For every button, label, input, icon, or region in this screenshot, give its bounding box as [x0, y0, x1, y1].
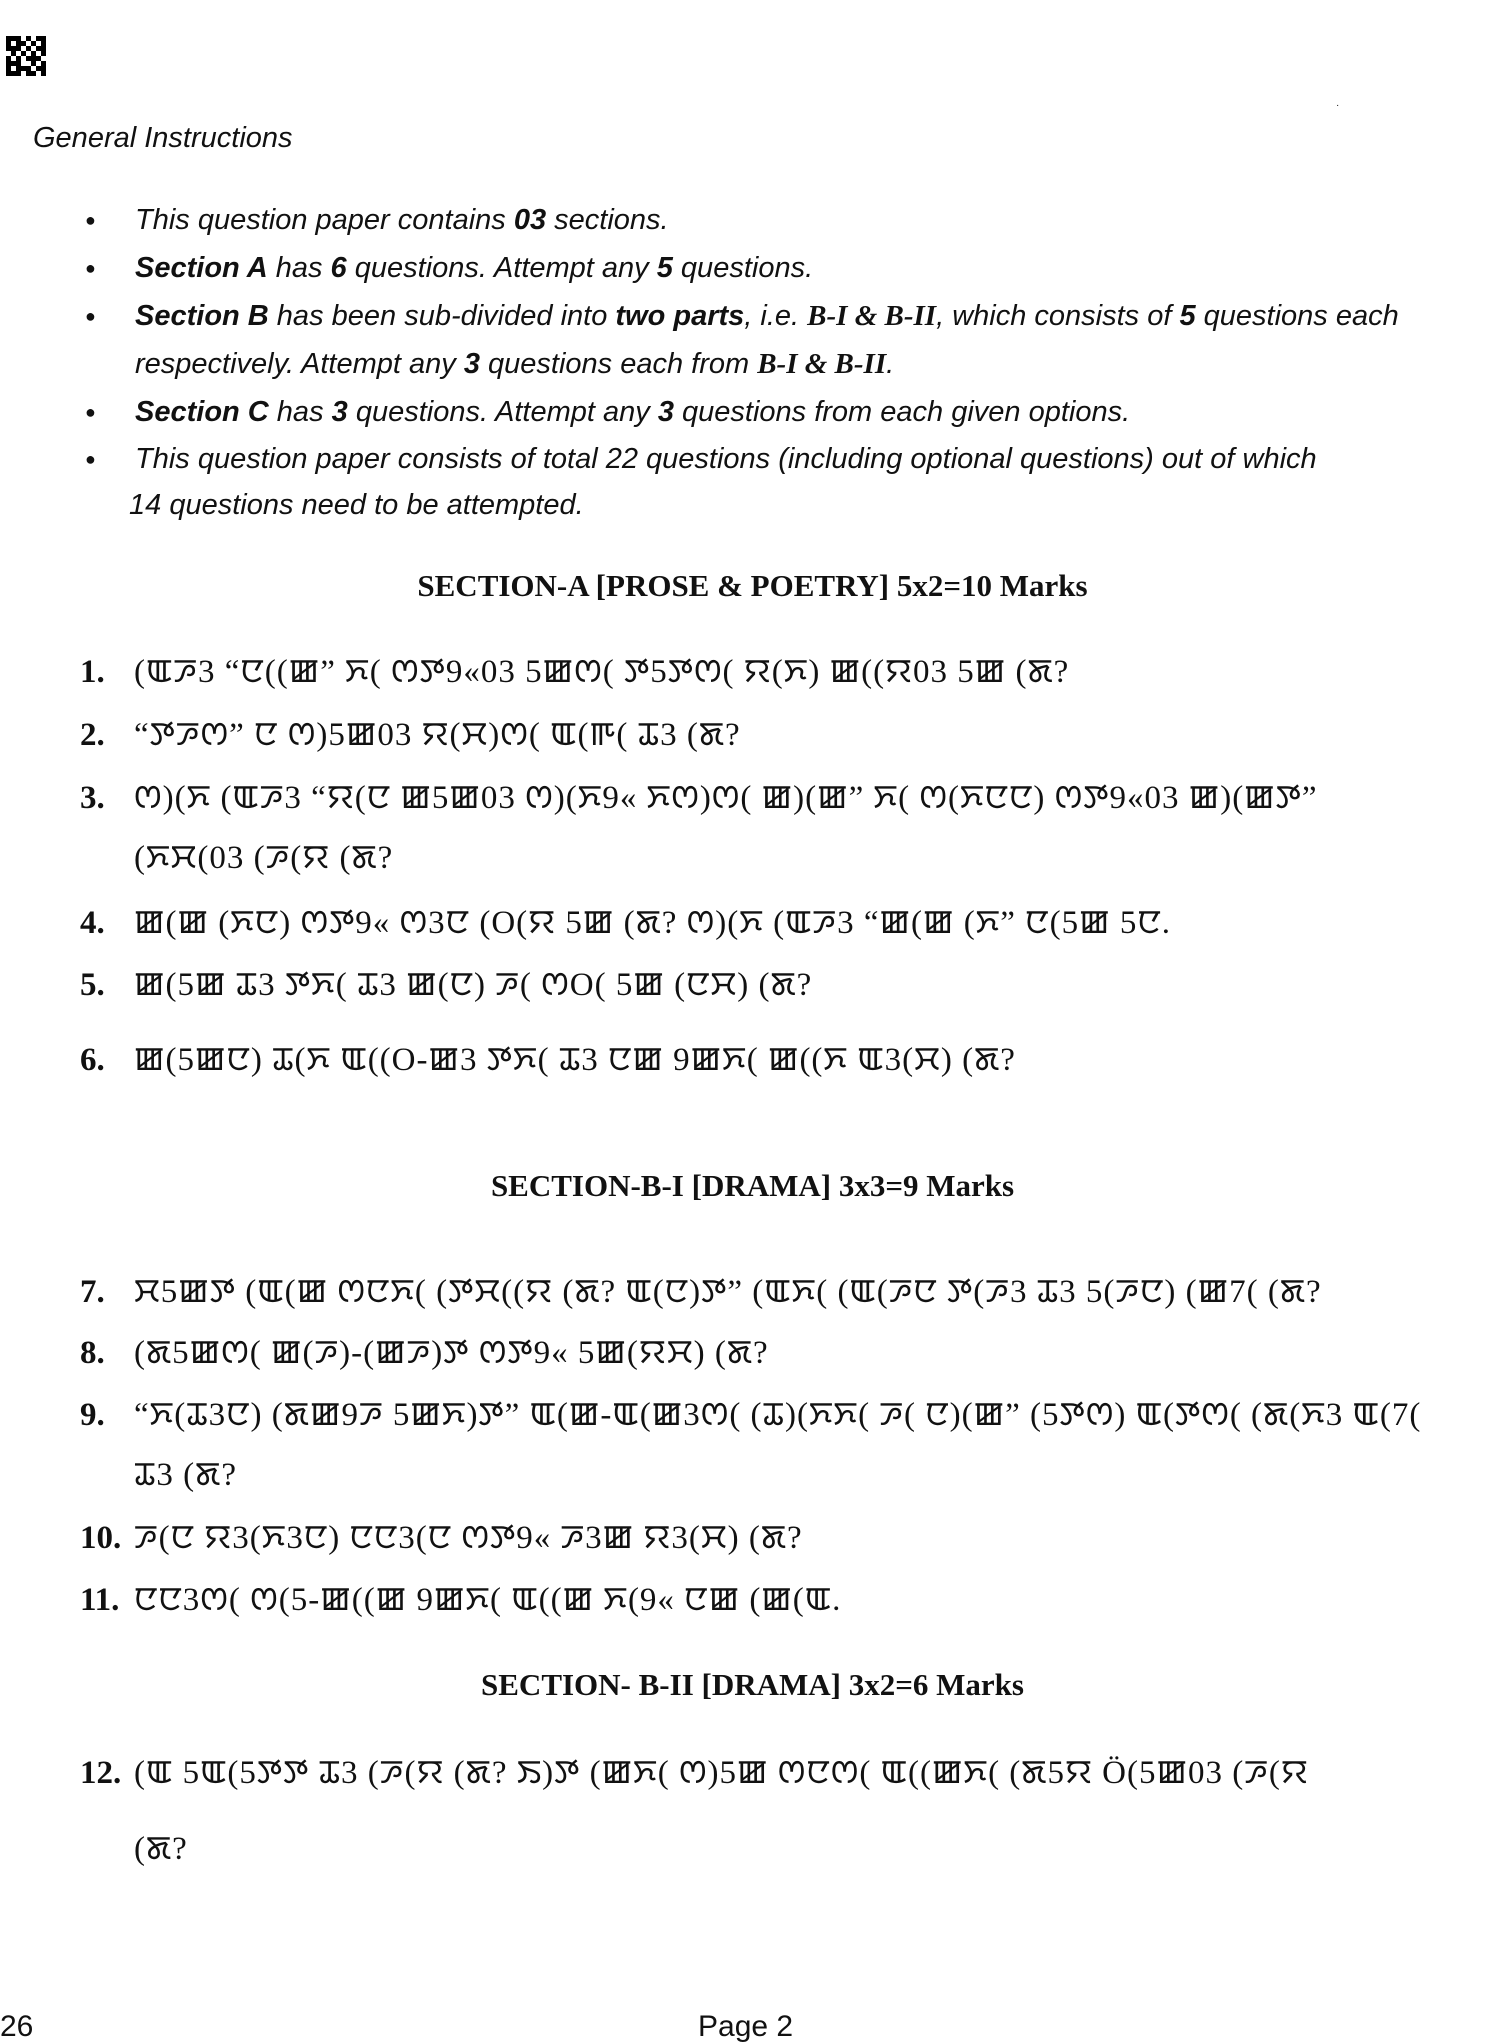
question-1: 1. (ꯑꯍ3 “ꯅ((ꯀ” ꯈ( ꯁꯇ9«03 5ꯀꯁ( ꯇ5ꯇꯁ( ꯌ(ꯈ) ꯀ((ꯌ03 5ꯀ (ꯗ? — [80, 654, 1070, 690]
general-instructions-heading: General Instructions — [33, 122, 293, 154]
instruction-item: ● Section C has 3 questions. Attempt any 3 questions from each given options. — [85, 388, 1485, 436]
question-12: 12. (ꯑ 5ꯑ(5ꯇꯇ ꯊ3 (ꯍ(ꯌ (ꯗ? ꯏ)ꯇ (ꯀꯈ( ꯁ)5ꯀ ꯁꯅꯁ( ꯑ((ꯀꯈ( (ꯗ5ꯌ Ö(5ꯀ03 (ꯍ(ꯌ (ꯗ? — [80, 1755, 1309, 1867]
section-a-title: SECTION-A [PROSE & POETRY] 5x2=10 Marks — [417, 568, 1088, 603]
qr-code — [6, 36, 46, 76]
question-11: 11. ꯅꯅ3ꯁ( ꯁ(5-ꯀ((ꯀ 9ꯀꯈ( ꯑ((ꯀ ꯈ(9« ꯅꯀ (ꯀ(ꯑ. — [80, 1582, 842, 1618]
question-8: 8. (ꯗ5ꯀꯁ( ꯀ(ꯍ)-(ꯀꯍ)ꯇ ꯁꯇ9« 5ꯀ(ꯌꯆ) (ꯗ? — [80, 1335, 769, 1371]
question-2: 2. “ꯇꯍꯁ” ꯅ ꯁ)5ꯀ03 ꯌ(ꯆ)ꯁ( ꯑ(ꯒ( ꯊ3 (ꯗ? — [80, 717, 741, 753]
question-7: 7. ꯆ5ꯀꯇ (ꯑ(ꯀ ꯁꯅꯈ( (ꯇꯆ((ꯌ (ꯗ? ꯑ(ꯅ)ꯇ” (ꯑꯈ( (ꯑ(ꯍꯅ ꯇ(ꯍ3 ꯊ3 5(ꯍꯅ) (ꯀ7( (ꯗ? — [80, 1274, 1322, 1310]
section-b2-title: SECTION- B-II [DRAMA] 3x2=6 Marks — [481, 1667, 1024, 1702]
question-6: 6. ꯀ(5ꯀꯅ) ꯊ(ꯈ ꯑ((O-ꯀ3 ꯇꯈ( ꯊ3 ꯅꯀ 9ꯀꯈ( ꯀ((ꯈ ꯑ3(ꯆ) (ꯗ? — [80, 1042, 1016, 1078]
page-number: Page 2 — [698, 2010, 794, 2043]
question-4: 4. ꯀ(ꯀ (ꯈꯅ) ꯁꯇ9« ꯁ3ꯅ (O(ꯌ 5ꯀ (ꯗ? ꯁ)(ꯈ (ꯑꯍ3 “ꯀ(ꯀ (ꯈ” ꯅ(5ꯀ 5ꯅ. — [80, 905, 1171, 941]
instruction-item: ● Section B has been sub-divided into two parts, i.e. B-I & B-II, which consists of 5 questions each respectively. Attempt any 3 questions each from B-I & B-II. — [85, 292, 1485, 388]
question-3: 3. ꯁ)(ꯈ (ꯑꯍ3 “ꯌ(ꯅ ꯀ5ꯀ03 ꯁ)(ꯈ9« ꯈꯁ)ꯁ( ꯀ)(ꯀ” ꯈ( ꯁ(ꯈꯅꯅ) ꯁꯇ9«03 ꯀ)(ꯀꯇ” (ꯈꯆ(03 (ꯍ(ꯌ (ꯗ? — [80, 780, 1318, 876]
question-5: 5. ꯀ(5ꯀ ꯊ3 ꯇꯈ( ꯊ3 ꯀ(ꯅ) ꯍ( ꯁO( 5ꯀ (ꯅꯆ) (ꯗ? — [80, 967, 813, 1003]
instruction-item: ● This question paper consists of total 22 questions (including optional questions) out of which 14 questions need to be attempted. — [85, 436, 1485, 528]
question-9: 9. “ꯈ(ꯊ3ꯅ) (ꯗꯀ9ꯍ 5ꯀꯈ)ꯇ” ꯑ(ꯀ-ꯑ(ꯀ3ꯁ( (ꯊ)(ꯈꯈ( ꯍ( ꯅ)(ꯀ” (5ꯇꯁ) ꯑ(ꯇꯁ( (ꯗ(ꯈ3 ꯑ(7( ꯊ3 (ꯗ? — [80, 1397, 1422, 1493]
question-10: 10. ꯍ(ꯅ ꯌ3(ꯈ3ꯅ) ꯅꯅ3(ꯅ ꯁꯇ9« ꯍ3ꯀ ꯌ3(ꯆ) (ꯗ? — [80, 1520, 803, 1556]
stray-mark: · — [1336, 100, 1340, 111]
section-b1-title: SECTION-B-I [DRAMA] 3x3=9 Marks — [490, 1168, 1015, 1203]
instructions-list — [85, 196, 1485, 528]
footer-code: 26 — [0, 2010, 34, 2043]
instruction-item: ● This question paper contains 03 sections. — [85, 196, 1485, 244]
instruction-item: ● Section A has 6 questions. Attempt any 5 questions. — [85, 244, 1485, 292]
